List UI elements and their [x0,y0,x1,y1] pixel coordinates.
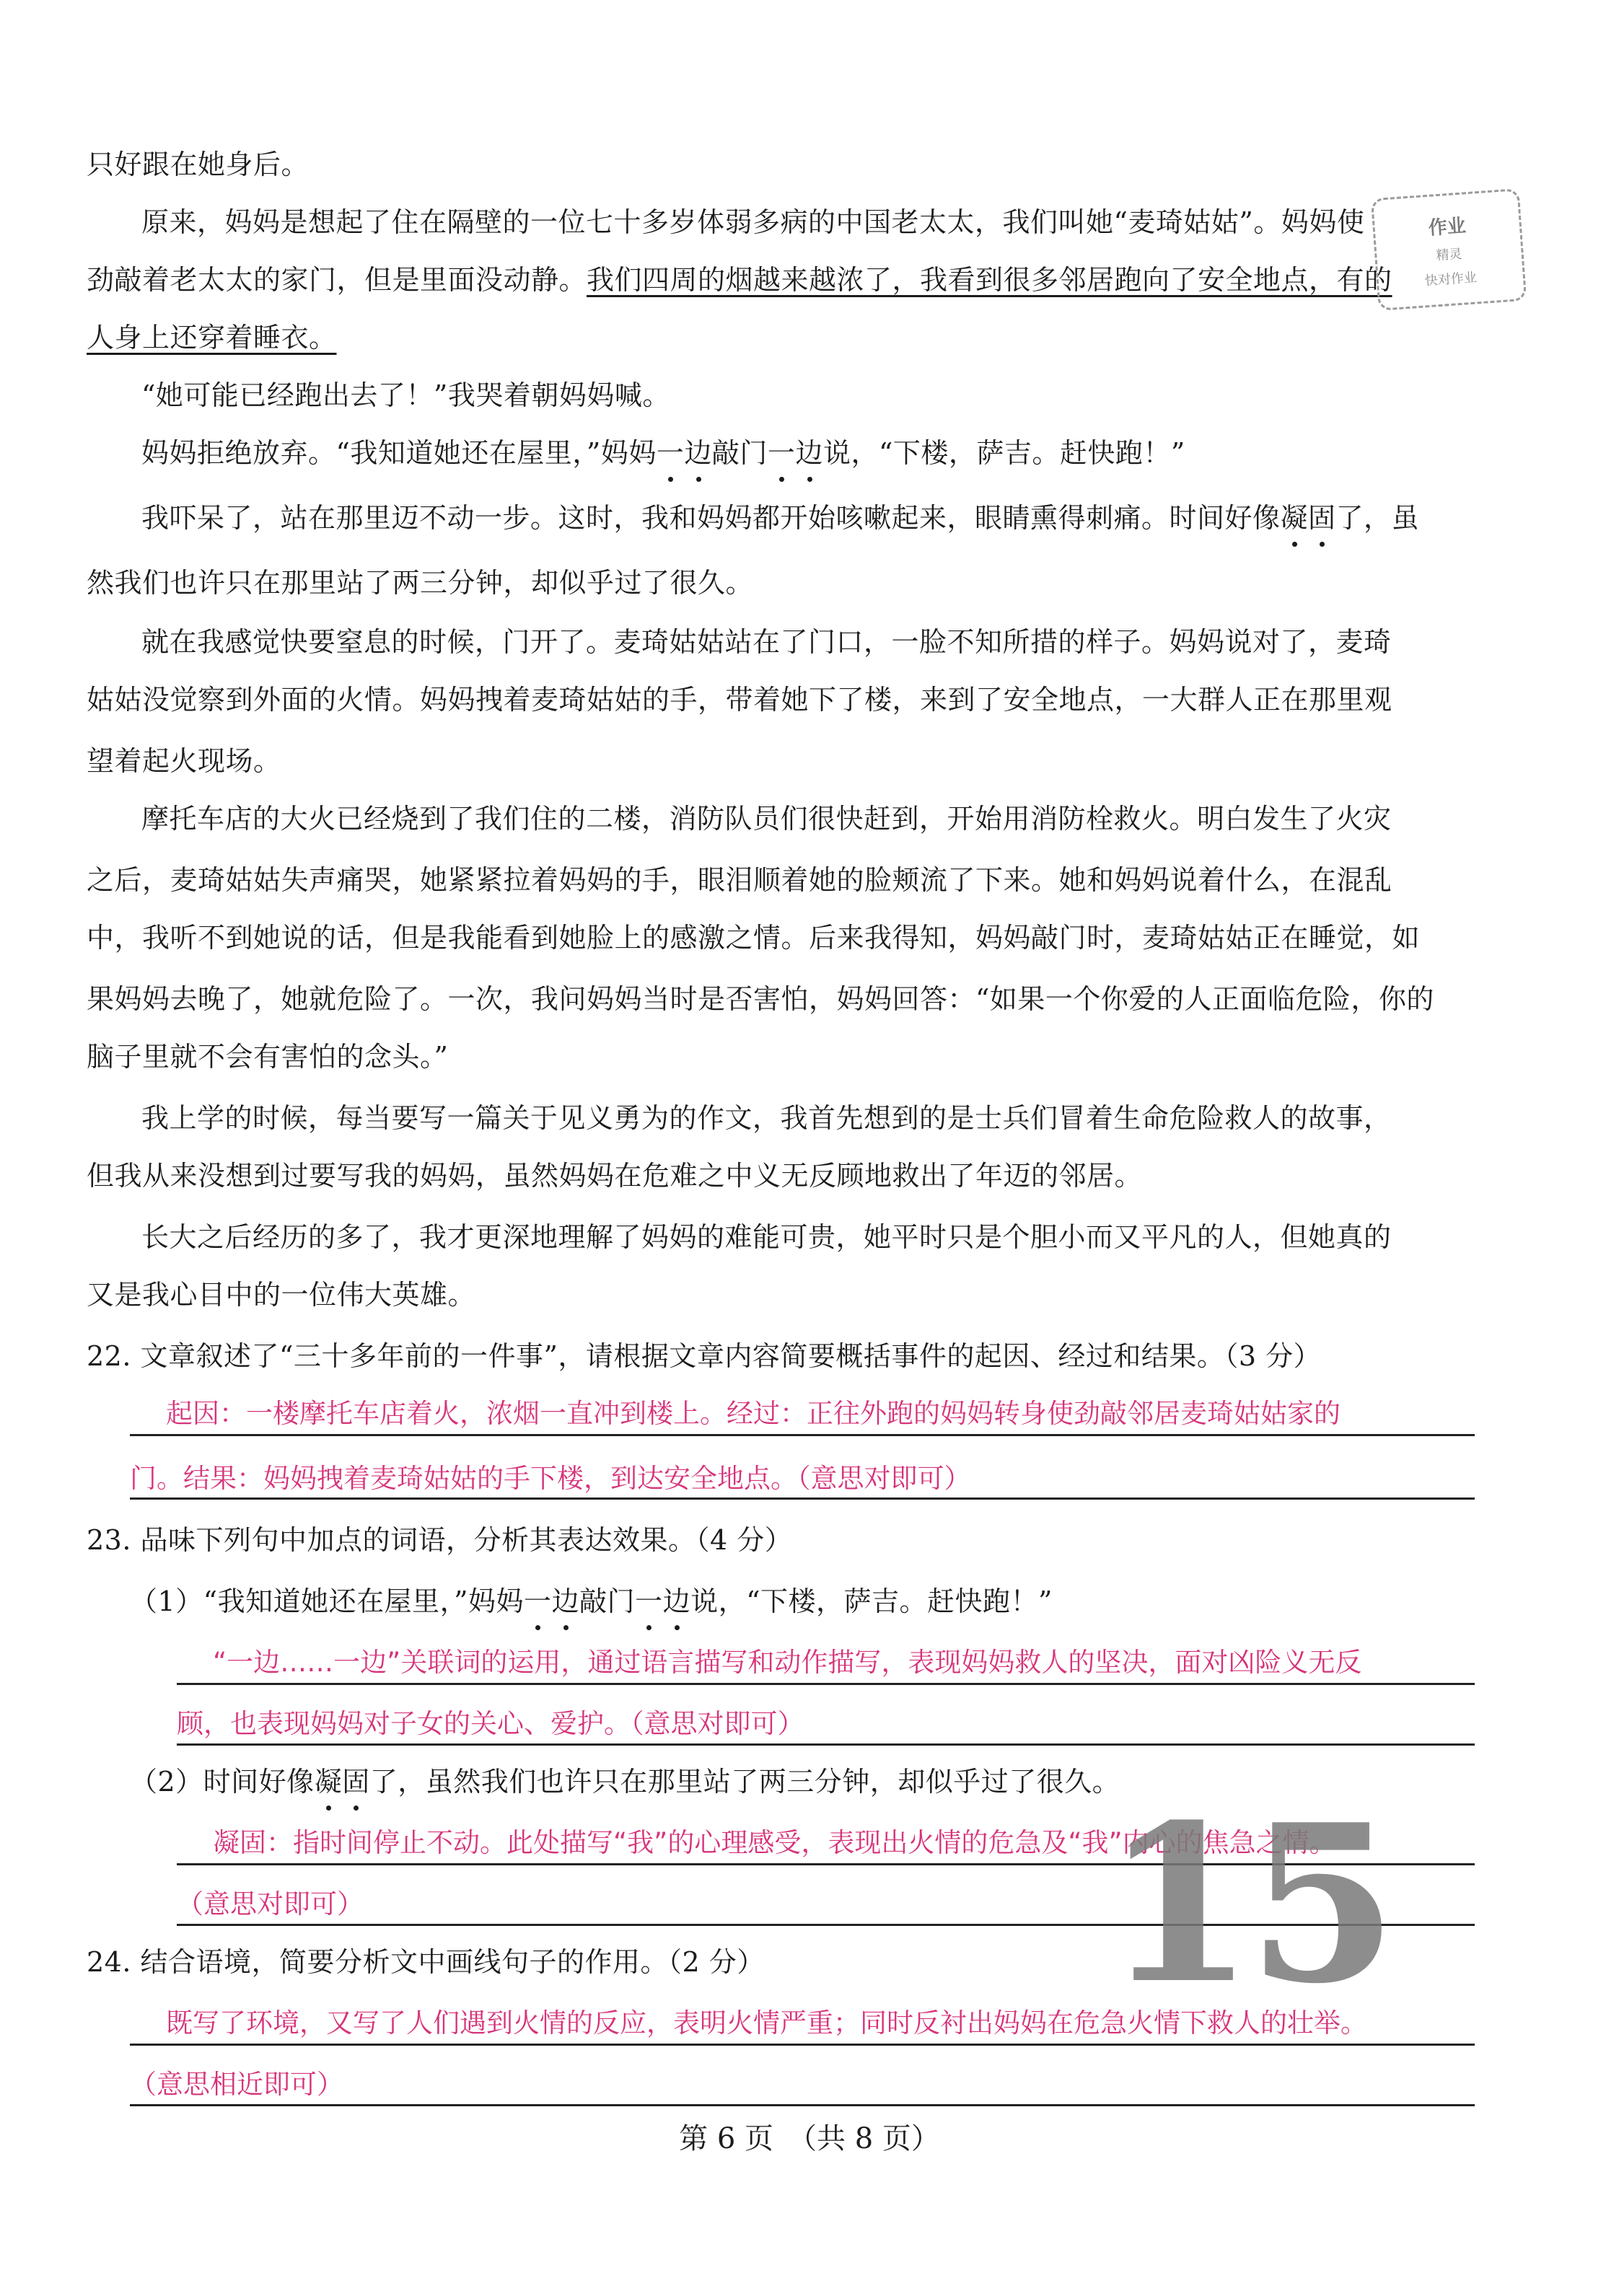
story-line: 脑子里就不会有害怕的念头。” [87,1041,449,1073]
story-line: 摩托车店的大火已经烧到了我们住的二楼，消防队员们很快赶到，开始用消防栓救火。明白发生了火灾 [141,803,1392,835]
question-24: 24. 结合语境，简要分析文中画线句子的作用。（2 分） [87,1946,765,1978]
story-line: 就在我感觉快要窒息的时候，门开了。麦琦姑姑站在了门口，一脸不知所措的样子。妈妈说对了，麦琦 [141,626,1392,658]
dotted-char: 边 [795,431,823,475]
underlined-sentence: 我们四周的烟越来越浓了，我看到很多邻居跑向了安全地点，有的 [587,264,1392,296]
story-line [87,258,1392,302]
story-line: 果妈妈去晚了，她就危险了。一次，我问妈妈当时是否害怕，妈妈回答：“如果一个你爱的人正面临危险，你的 [87,983,1434,1015]
answer-rule [177,1743,1475,1746]
story-line: “她可能已经跑出去了！”我哭着朝妈妈喊。 [141,379,670,411]
story-line: 原来，妈妈是想起了住在隔壁的一位七十多岁体弱多病的中国老太太，我们叫她“麦琦姑姑”。妈妈使 [141,206,1365,238]
stamp-line: 快对作业 [1424,269,1478,289]
answer-24-line-1: 既写了环境，又写了人们遇到火情的反应，表明火情严重；同时反衬出妈妈在危急火情下救人的壮举。 [166,2007,1367,2038]
question-23-1 [130,1580,1053,1623]
story-line: 然我们也许只在那里站了两三分钟，却似乎过了很久。 [87,567,754,599]
stamp-watermark [1371,188,1527,311]
dotted-char: 一 [768,431,796,475]
dotted-char: 凝 [315,1760,343,1803]
answer-23-2-line-2: （意思对即可） [177,1888,364,1919]
answer-rule [130,1434,1475,1436]
answer-23-1-line-2: 顾，也表现妈妈对子女的关心、爱护。（意思对即可） [177,1708,804,1739]
dotted-char: 一 [635,1580,663,1623]
story-text: 妈妈拒绝放弃。“我知道她还在屋里，”妈妈 [141,437,657,469]
question-22: 22. 文章叙述了“三十多年前的一件事”，请根据文章内容简要概括事件的起因、经过和结果。（3 分） [87,1340,1322,1372]
question-23-2 [130,1760,1120,1803]
answer-23-1-line-1: “一边……一边”关联词的运用，通过语言描写和动作描写，表现妈妈救人的坚决，面对凶险义无反 [213,1647,1362,1678]
story-line: 只好跟在她身后。 [87,149,310,180]
overlay-number: 15 [1104,1777,1391,2031]
stamp-line: 作业 [1427,214,1467,239]
story-line: 中，我听不到她说的话，但是我能看到她脸上的感激之情。后来我得知，妈妈敲门时，麦琦姑姑正在睡觉，如 [87,922,1421,954]
answer-22-line-2: 门。结果：妈妈拽着麦琦姑姑的手下楼，到达安全地点。（意思对即可） [130,1463,971,1494]
question-text: 说，“下楼，萨吉。赶快跑！” [690,1585,1053,1617]
answer-24-line-2: （意思相近即可） [130,2069,343,2100]
story-line [141,431,1185,475]
stamp-line: 精灵 [1435,246,1463,263]
story-line: 之后，麦琦姑姑失声痛哭，她紧紧拉着妈妈的手，眼泪顺着她的脸颊流了下来。她和妈妈说着什么，在混乱 [87,864,1392,896]
question-23: 23. 品味下列句中加点的词语，分析其表达效果。（4 分） [87,1524,793,1556]
story-text: 了，虽 [1335,502,1420,534]
story-line: 望着起火现场。 [87,745,281,777]
dotted-char: 一 [657,431,685,475]
dotted-char: 边 [684,431,712,475]
dotted-char: 凝 [1281,496,1309,540]
answer-rule [130,2044,1475,2046]
story-line: 长大之后经历的多了，我才更深地理解了妈妈的难能可贵，她平时只是个胆小而又平凡的人，但她真的 [141,1221,1392,1253]
answer-rule [130,1497,1475,1500]
question-text: 了，虽然我们也许只在那里站了两三分钟，却似乎过了很久。 [369,1766,1120,1798]
page-footer: 第 6 页 （共 8 页） [679,2122,940,2155]
dotted-char: 固 [1308,496,1336,540]
underlined-sentence: 人身上还穿着睡衣。 [87,322,337,353]
question-text: （1）“我知道她还在屋里，”妈妈 [130,1585,525,1617]
story-line [141,496,1419,540]
question-text: （2）时间好像 [130,1766,315,1798]
answer-23-2-line-1: 凝固：指时间停止不动。此处描写“我”的心理感受，表现出火情的危急及“我”内心的焦急之情。 [213,1827,1336,1858]
story-line: 姑姑没觉察到外面的火情。妈妈拽着麦琦姑姑的手，带着她下了楼，来到了安全地点，一大群人正在那里观 [87,684,1392,716]
story-line [87,316,337,359]
answer-22-line-1: 起因：一楼摩托车店着火，浓烟一直冲到楼上。经过：正往外跑的妈妈转身使劲敲邻居麦琦姑姑家的 [166,1398,1341,1429]
story-text: 敲门 [711,437,768,469]
story-line: 我上学的时候，每当要写一篇关于见义勇为的作文，我首先想到的是士兵们冒着生命危险救人的故事， [141,1102,1392,1134]
story-text: 说，“下楼，萨吉。赶快跑！” [822,437,1185,469]
question-text: 敲门 [579,1585,636,1617]
story-line: 又是我心目中的一位伟大英雄。 [87,1279,476,1311]
story-text: 劲敲着老太太的家门，但是里面没动静。 [87,264,587,296]
dotted-char: 边 [552,1580,580,1623]
answer-rule [177,1683,1475,1685]
dotted-char: 一 [524,1580,552,1623]
story-text: 我吓呆了，站在那里迈不动一步。这时，我和妈妈都开始咳嗽起来，眼睛熏得刺痛。时间好像 [141,502,1281,534]
answer-rule [130,2104,1475,2106]
dotted-char: 边 [663,1580,691,1623]
story-line: 但我从来没想到过要写我的妈妈，虽然妈妈在危难之中义无反顾地救出了年迈的邻居。 [87,1160,1143,1192]
dotted-char: 固 [342,1760,370,1803]
